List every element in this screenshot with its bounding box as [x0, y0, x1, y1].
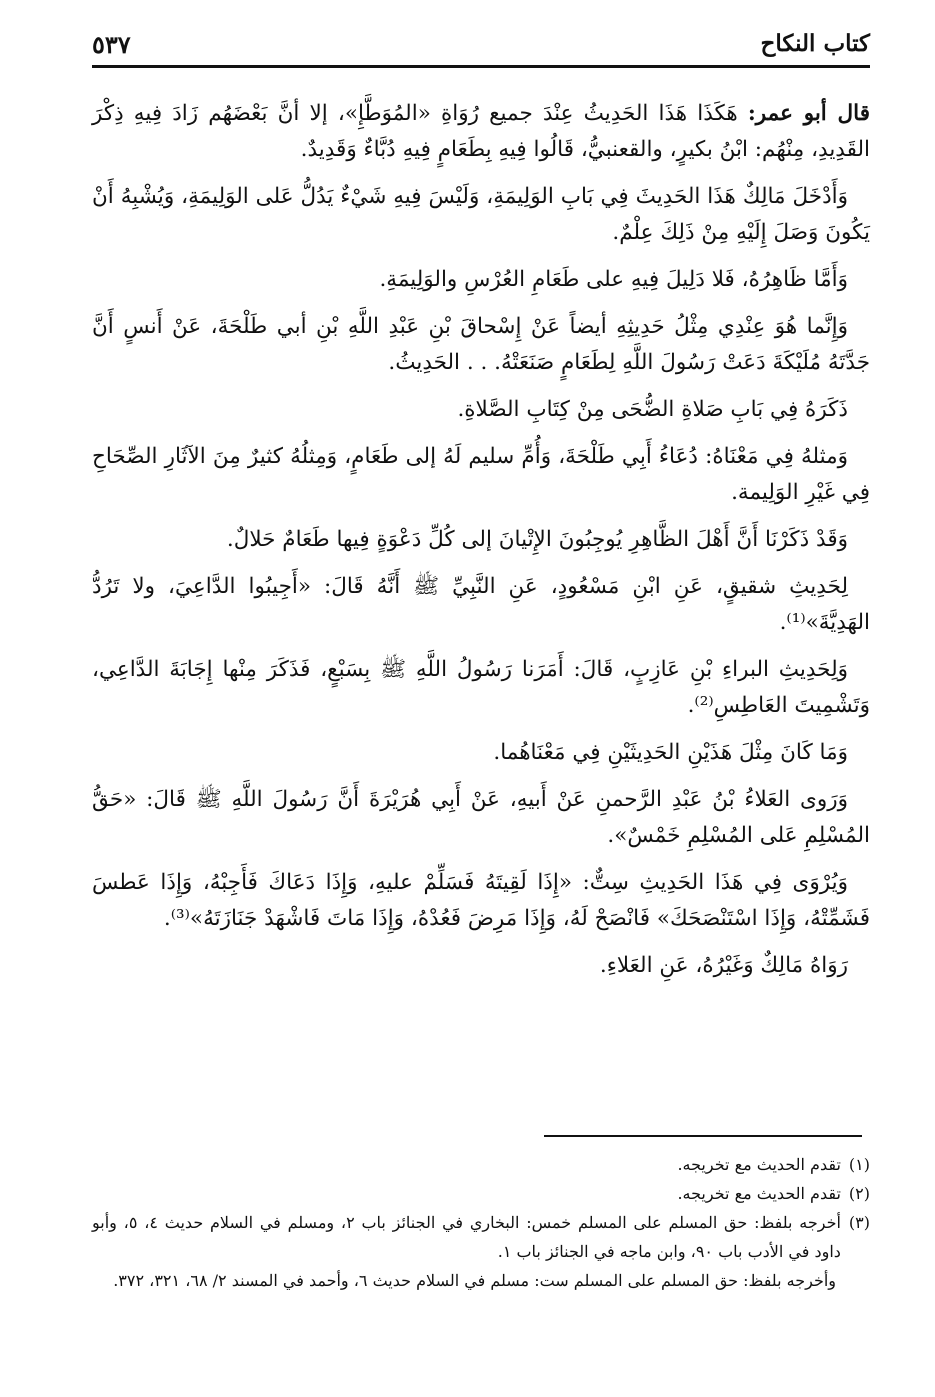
- paragraph-12: وَيُرْوَى فِي هَذَا الحَدِيثِ سِتٌّ: «إِذَا لَقِيتَهُ فَسَلِّمْ عليهِ، وَإِذَا دَعَاكَ فَأَجِبْهُ، وَإِذَا عَطسَ فَشَمِّتْهُ، وَإِذَا اسْتَنْصَحَكَ» فَانْصَحْ لَهُ، وَإِذَا مَرِضَ فَعُدْهُ، وَإِذَا مَاتَ فَاشْهَدْ جَنَازَتَهُ»⁽³⁾.: [92, 870, 870, 931]
- paragraph-11: وَرَوى العَلاءُ بْنُ عَبْدِ الرَّحمنِ عَنْ أَبيهِ، عَنْ أَبِي هُرَيْرَةَ أَنَّ رَسُولَ اللَّهِ ﷺ قَالَ: «حَقُّ المُسْلِمِ عَلى المُسْلِمِ خَمْسٌ».: [92, 787, 870, 848]
- speaker-label: قال أبو عمر:: [747, 101, 871, 126]
- footnote-3: [92, 1208, 870, 1266]
- paragraph-9: وَلِحَدِيثِ البراءِ بْنِ عَازِبٍ، قَالَ: أَمَرَنا رَسُولُ اللَّهِ ﷺ بِسَبْعٍ، فَذَكَرَ مِنْها إِجَابَةَ الدَّاعِي، وَتَشْمِيتَ العَاطِسِ⁽²⁾.: [92, 657, 870, 718]
- footnote-3-continuation: [92, 1266, 870, 1295]
- header-rule: [92, 65, 870, 68]
- paragraph-2: وَأَدْخَلَ مَالِكٌ هَذَا الحَدِيثَ فِي بَابِ الوَلِيمَةِ، وَلَيْسَ فِيهِ شَيْءٌ يَدُلُّ عَلى الوَلِيمَةِ، وَيُشْبِهُ أَنْ يَكُونَ وَصَلَ إِلَيْهِ مِنْ ذَلِكَ عِلْمٌ.: [92, 184, 870, 245]
- footnote-text: وأخرجه بلفظ: حق المسلم على المسلم ست: مسلم في السلام حديث ٦، وأحمد في المسند ٢/ ٦٨، ٣٢١، ٣٧٢.: [113, 1271, 836, 1290]
- chapter-title: كتاب النكاح: [760, 30, 870, 57]
- footnote-1: [92, 1150, 870, 1179]
- footnote-number: (٣): [848, 1213, 870, 1232]
- footnotes: [92, 1150, 870, 1295]
- paragraph-4: وَإِنَّما هُوَ عِنْدِي مِثْلُ حَدِيثِهِ أيضاً عَنْ إِسْحاقَ بْنِ عَبْدِ اللَّهِ بْنِ أبي طَلْحَةَ، عَنْ أَنسٍ أَنَّ جَدَّتَهُ مُلَيْكَةَ دَعَتْ رَسُولَ اللَّهِ لِطَعَامٍ صَنَعَتْهُ. . . الحَدِيثُ.: [92, 314, 870, 375]
- paragraph-6: وَمثلهُ فِي مَعْنَاهُ: دُعَاءُ أَبِي طَلْحَةَ، وَأُمِّ سليم لَهُ إلى طَعَامٍ، وَمِثلُهُ كثيرٌ مِنَ الآثَارِ الصِّحَاحِ فِي غَيْرِ الوَلِيمة.: [92, 444, 870, 505]
- footnote-separator: [544, 1135, 862, 1137]
- footnote-number: (٢): [848, 1184, 870, 1203]
- paragraph-7: وَقَدْ ذَكَرْنَا أَنَّ أَهْلَ الظَّاهِرِ يُوجِبُونَ الإِتْيانَ إلى كُلِّ دَعْوَةٍ فِيها طَعَامٌ حَلالٌ.: [226, 527, 848, 552]
- paragraph-1-text: هَكَذَا هَذَا الحَدِيثُ عِنْدَ جميع رُوَاةِ «المُوَطَّإِ»، إلا أنَّ بَعْضَهُم زَادَ فِيهِ ذِكْرَ القَدِيدِ، مِنْهُم: ابْنُ بكيرٍ، والقعنبيُّ، قَالُوا فِيهِ بِطَعَامٍ فِيهِ دُبَّاءٌ وَقَدِيدٌ.: [92, 101, 870, 162]
- paragraph-1: [92, 96, 870, 168]
- paragraph-10: وَمَا كَانَ مِثْلَ هَذَيْنِ الحَدِيثَيْنِ فِي مَعْنَاهُما.: [493, 740, 848, 765]
- paragraph-5: ذَكَرَهُ فِي بَابِ صَلاةِ الضُّحَى مِنْ كِتَابِ الصَّلاةِ.: [457, 397, 848, 422]
- footnote-text: تقدم الحديث مع تخريجه.: [677, 1184, 841, 1203]
- paragraph-8: لِحَدِيثِ شقيقٍ، عَنِ ابْنِ مَسْعُودٍ، عَنِ النَّبِيِّ ﷺ أَنَّهُ قَالَ: «أَجِيبُوا الدَّاعِيَ، ولا تَرُدُّ الهَدِيَّةَ»⁽¹⁾.: [92, 574, 870, 635]
- footnote-text: أخرجه بلفظ: حق المسلم على المسلم خمس: البخاري في الجنائز باب ٢، ومسلم في السلام حديث ٤، ٥، وأبو داود في الأدب باب ٩٠، وابن ماجه في الجنائز باب ١.: [92, 1213, 841, 1261]
- main-text: [92, 96, 870, 995]
- paragraph-3: وَأَمَّا ظَاهِرُهُ، فَلا دَلِيلَ فِيهِ على طَعَامِ العُرْسِ والوَلِيمَةِ.: [379, 267, 848, 292]
- footnote-number: (١): [848, 1155, 870, 1174]
- page-header: [92, 28, 870, 68]
- footnote-2: [92, 1179, 870, 1208]
- page-number: ٥٣٧: [92, 30, 131, 59]
- footnote-text: تقدم الحديث مع تخريجه.: [677, 1155, 841, 1174]
- paragraph-13: رَوَاهُ مَالِكٌ وَغَيْرُهُ، عَنِ العَلاءِ.: [599, 953, 848, 978]
